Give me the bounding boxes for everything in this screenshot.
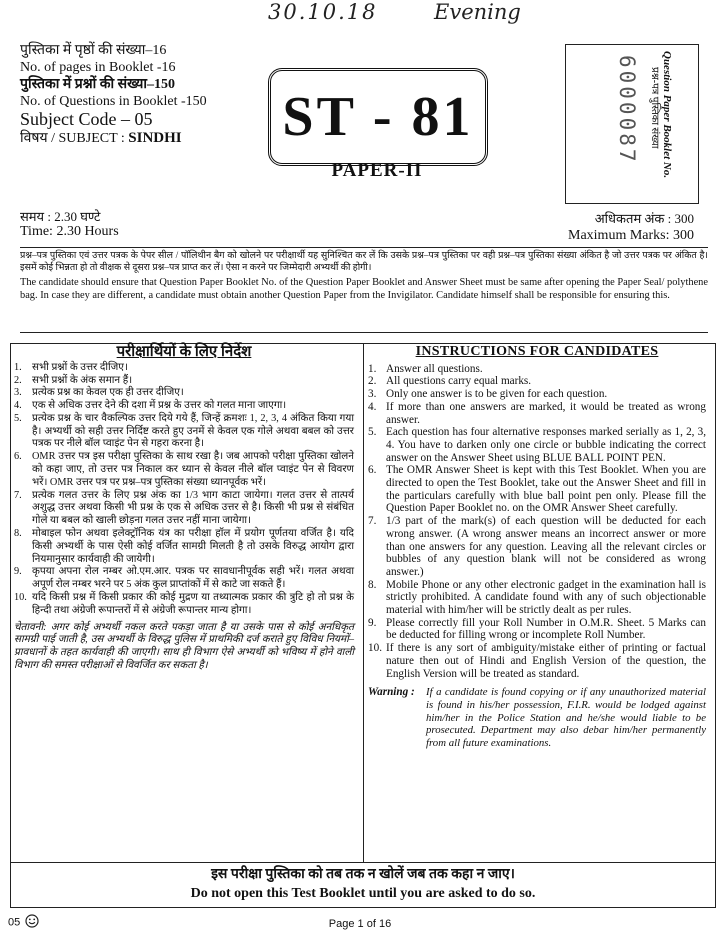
hindi-instructions-list: [14, 362, 354, 618]
hindi-instructions: [14, 346, 354, 673]
questions-hindi: पुस्तिका में प्रश्नों की संख्या–150: [20, 77, 176, 92]
time-english: Time: 2.30 Hours: [20, 224, 119, 239]
marks-hindi: अधिकतम अंक : 300: [594, 211, 694, 226]
hindi-warning: चेतावनी: अगर कोई अभ्यर्थी नकल करते पकड़ा जाता है या उसके पास से कोई अनधिकृत सामग्री पाई जाती है, उस अभ्यर्थी के विरुद्ध पुलिस में प्राथमिकी दर्ज कराते हुए विविध नियमों–प्रावधानों के तहत कार्यवाही की जाएगी। साथ ही विभाग ऐसे अभ्यर्थी को भविष्य में होने वाली विभाग की समस्त परीक्षाओं से विवर्जित कर सकता है।: [14, 621, 354, 672]
list-item: 5. Each question has four alternative responses marked serially as 1, 2, 3, 4. You have to darken only one circle or bubble indicating the correct answer on the Answer Sheet using BLUE BALL POINT PEN.: [368, 426, 706, 464]
list-item: 4. एक से अधिक उत्तर देने की दशा में प्रश्न के उत्तर को गलत माना जाएगा।: [14, 400, 287, 412]
list-item: 6. OMR उत्तर पत्र इस परीक्षा पुस्तिका के साथ रखा है। जब आपको परीक्षा पुस्तिका खोलने को कहा जाए, तो उत्तर पत्र निकाल कर ध्यान से केवल नीले बॉल प्वाइंट पेन से विवरण भरें। OMR उत्तर पत्र पर प्रश्न–पत्र पुस्तिका संख्या ध्यानपूर्वक भरें।: [14, 451, 354, 488]
booklet-check-notice: [20, 247, 708, 333]
notice-english: The candidate should ensure that Question Paper Booklet No. of the Question Paper Booklet and Answer Sheet must be same after opening the Paper Seal/ polythene bag. In case they are different, a candidate must obtain another Question Paper from the Invigilator. Candidate himself shall be responsible for ensuring this.: [20, 277, 708, 301]
english-instructions: [368, 346, 706, 750]
booklet-label-english: Question Paper Booklet No.: [661, 51, 673, 179]
do-not-open-banner: [10, 861, 716, 908]
footer-code: 05: [8, 916, 21, 929]
booklet-number: 6000087: [615, 55, 639, 165]
booklet-label-hindi: प्रश्न-पत्र पुस्तिका संख्या: [649, 67, 660, 149]
hindi-instructions-heading: परीक्षार्थियों के लिए निर्देश: [116, 344, 252, 360]
list-item: 4. If more than one answers are marked, it would be treated as wrong answer.: [368, 400, 706, 426]
list-item: 9. कृपया अपना रोल नम्बर ओ.एम.आर. पत्रक पर सावधानीपूर्वक सही भरें। गलत अथवा अपूर्ण रोल नम्बर भरने पर 5 अंक कुल प्राप्तांकों में से काटे जा सकते हैं।: [14, 566, 354, 591]
list-item: 7. प्रत्येक गलत उत्तर के लिए प्रश्न अंक का 1/3 भाग काटा जायेगा। गलत उत्तर से तात्पर्य अशुद्ध उत्तर अथवा किसी भी प्रश्न के एक से अधिक उत्तर से है। किसी भी प्रश्न से संबंधित गोले या बबल को खाली छोड़ना गलत उत्तर नहीं माना जायेगा।: [14, 489, 354, 527]
subject-code: Subject Code – 05: [20, 109, 153, 129]
subject-line: [20, 130, 207, 147]
time-hindi: समय : 2.30 घण्टे: [20, 209, 101, 224]
series-code-box: [268, 68, 488, 166]
handwritten-session: Evening: [434, 0, 521, 24]
list-item: 9. Please correctly fill your Roll Number in O.M.R. Sheet. 5 Marks can be deducted for filling wrong or incomplete Roll Number.: [368, 616, 706, 642]
handwritten-date: 30.10.18: [268, 0, 378, 24]
marks-english: Maximum Marks: 300: [568, 228, 694, 243]
list-item: 2. All questions carry equal marks.: [368, 375, 532, 388]
list-item: 1. सभी प्रश्नों के उत्तर दीजिए।: [14, 361, 128, 373]
paper-label: PAPER-II: [331, 160, 423, 181]
do-not-open-hindi: इस परीक्षा पुस्तिका को तब तक न खोलें जब तक कहा न जाए।: [211, 867, 515, 882]
do-not-open-english: Do not open this Test Booklet until you are asked to do so.: [190, 886, 536, 901]
pages-hindi: पुस्तिका में पृष्ठों की संख्या–16: [20, 43, 167, 58]
list-item: 8. मोबाइल फोन अथवा इलेक्ट्रॉनिक यंत्र का परीक्षा हॉल में प्रयोग पूर्णतया वर्जित है। यदि किसी अभ्यर्थी के पास ऐसी कोई वर्जित सामग्री मिलती है तो उसके विरुद्ध आयोग द्वारा नियमानुसार कार्यवाही की जायेगी।: [14, 528, 354, 565]
english-warning: [368, 686, 706, 750]
header-info: [20, 42, 207, 147]
column-divider: [363, 344, 364, 862]
list-item: 10. If there is any sort of ambiguity/mistake either of printing or factual nature then out of Hindi and English Version of the question, the English Version will be treated as standard.: [368, 642, 706, 680]
list-item: 1. Answer all questions.: [368, 362, 483, 375]
list-item: 2. सभी प्रश्नों के अंक समान हैं।: [14, 374, 133, 386]
warning-label: Warning :: [368, 686, 415, 699]
booklet-number-box: [565, 44, 699, 204]
list-item: 7. 1/3 part of the mark(s) of each question will be deducted for each wrong answer. (A wrong answer means an incorrect answer or more than one answers for any question. Leaving all the relevant circles or bubbles of any question blank will not be considered as wrong answer.): [368, 515, 706, 578]
pages-english: No. of pages in Booklet -16: [20, 60, 176, 75]
list-item: 3. प्रत्येक प्रश्न का केवल एक ही उत्तर दीजिए।: [14, 387, 184, 399]
list-item: 6. The OMR Answer Sheet is kept with this Test Booklet. When you are directed to open the Test Booklet, take out the Answer Sheet and fill in the particulars carefully with blue ball point pen only. Please fill the Question Paper Booklet no. on the OMR Answer Sheet carefully.: [368, 464, 706, 515]
questions-english: No. of Questions in Booklet -150: [20, 94, 207, 109]
subject-name: SINDHI: [128, 130, 182, 146]
english-instructions-heading: INSTRUCTIONS FOR CANDIDATES: [415, 344, 659, 359]
list-item: 5. प्रत्येक प्रश्न के चार वैकल्पिक उत्तर दिये गये हैं, जिन्हें क्रमशः 1, 2, 3, 4 अंकित किया गया है। अभ्यर्थी को सही उत्तर निर्दिष्ट करते हुए उनमें से केवल एक गोले अथवा बबल को उत्तर पत्रक पर नीले बॉल प्वाइंट पेन से गहरा करना है।: [14, 412, 354, 450]
notice-hindi: प्रश्न–पत्र पुस्तिका एवं उत्तर पत्रक के पेपर सील / पॉलिथीन बैग को खोलने पर परीक्षार्थी यह सुनिश्चित कर लें कि उसके प्रश्न–पत्र पुस्तिका पर वही प्रश्न–पत्र पुस्तिका संख्या अंकित है जो उत्तर पत्रक पर अंकित है। इसमें कोई भिन्नता हो तो वीक्षक से दूसरा प्रश्न–पत्र प्राप्त कर लें। ऐसा न करने पर जिम्मेदारी अभ्यर्थी की होगी।: [20, 251, 708, 273]
subject-label: विषय / SUBJECT :: [20, 131, 129, 146]
series-code: ST - 81: [282, 86, 474, 148]
list-item: 3. Only one answer is to be given for each question.: [368, 388, 608, 401]
page-number: Page 1 of 16: [328, 918, 392, 930]
english-instructions-list: [368, 363, 706, 681]
list-item: 8. Mobile Phone or any other electronic gadget in the examination hall is strictly prohibited. A candidate found with any of such objectionable material with him/her will be strictly dealt as per rules.: [368, 578, 706, 617]
list-item: 10. यदि किसी प्रश्न में किसी प्रकार की कोई मुद्रण या तथ्यात्मक प्रकार की त्रुटि हो तो प्रश्न के हिन्दी तथा अंग्रेजी रूपान्तरों में से अंग्रेजी रूपान्तर मान्य होगा।: [14, 592, 354, 616]
warning-text: If a candidate is found copying or if any unauthorized material is found in his/her possession, F.I.R. would be lodged against him/her in the Police Station and he/she would liable to be prosecuted. Department may also debar him/her permanently from all future examinations.: [426, 686, 706, 750]
